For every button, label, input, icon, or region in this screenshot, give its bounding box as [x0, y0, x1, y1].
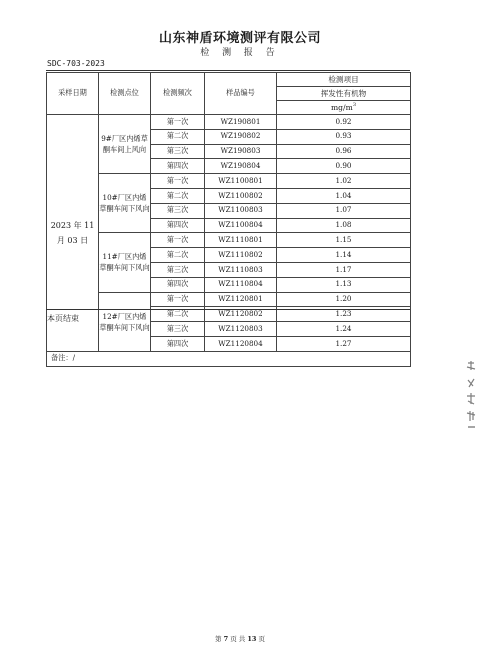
- value-cell: 0.92: [277, 115, 411, 130]
- page-suffix: 页: [258, 635, 265, 643]
- sample-number-cell: WZ1120802: [205, 307, 277, 322]
- value-cell: 1.13: [277, 277, 411, 292]
- value-cell: 0.96: [277, 144, 411, 159]
- sampling-location: 12#厂区内烯草酮车间下风向: [99, 292, 151, 351]
- sample-number-cell: WZ1120803: [205, 322, 277, 337]
- value-cell: 1.17: [277, 262, 411, 277]
- remark-cell: 备注：/: [47, 351, 411, 366]
- frequency-cell: 第二次: [151, 129, 205, 144]
- frequency-cell: 第四次: [151, 336, 205, 351]
- seal-strokes-icon: [464, 360, 478, 430]
- frequency-cell: 第二次: [151, 307, 205, 322]
- frequency-cell: 第一次: [151, 115, 205, 130]
- table-row: [47, 174, 411, 189]
- sample-number-cell: WZ1100804: [205, 218, 277, 233]
- table-row: [47, 233, 411, 248]
- value-cell: 1.15: [277, 233, 411, 248]
- page-prefix: 第: [215, 635, 222, 643]
- value-cell: 1.08: [277, 218, 411, 233]
- sample-number-cell: WZ190801: [205, 115, 277, 130]
- header-divider: [46, 70, 410, 71]
- header-sample-no: 样品编号: [205, 73, 277, 115]
- test-results-table: [46, 72, 411, 367]
- frequency-cell: 第三次: [151, 322, 205, 337]
- sample-number-cell: WZ1120801: [205, 292, 277, 307]
- header-unit: [277, 101, 411, 115]
- page-total: 13: [247, 635, 257, 643]
- header-location: 检测点位: [99, 73, 151, 115]
- sample-number-cell: WZ1100803: [205, 203, 277, 218]
- sample-number-cell: WZ190803: [205, 144, 277, 159]
- frequency-cell: 第二次: [151, 248, 205, 263]
- value-cell: 0.90: [277, 159, 411, 174]
- remark-row: [47, 351, 411, 366]
- sample-number-cell: WZ1100801: [205, 174, 277, 189]
- value-cell: 0.93: [277, 129, 411, 144]
- value-cell: 1.07: [277, 203, 411, 218]
- sample-number-cell: WZ1110802: [205, 248, 277, 263]
- end-of-page-note: 本页结束: [47, 314, 79, 323]
- value-cell: 1.20: [277, 292, 411, 307]
- sample-number-cell: WZ1120804: [205, 336, 277, 351]
- sample-number-cell: WZ190804: [205, 159, 277, 174]
- table-bottom-divider: [46, 309, 410, 310]
- page-mid: 页 共: [230, 635, 246, 643]
- page-current: 7: [223, 635, 229, 643]
- table-row: [47, 115, 411, 130]
- page-number: [0, 634, 480, 643]
- sampling-location: 9#厂区内烯草酮车间上风向: [99, 115, 151, 174]
- sampling-date: 2023 年 11 月 03 日: [47, 115, 99, 352]
- unit-superscript: 3: [352, 101, 356, 108]
- frequency-cell: 第四次: [151, 159, 205, 174]
- frequency-cell: 第三次: [151, 144, 205, 159]
- table-row: [47, 292, 411, 307]
- margin-seal-stamp: [464, 360, 478, 436]
- sampling-location: 11#厂区内烯草酮车间下风向: [99, 233, 151, 292]
- sampling-location: 10#厂区内烯草酮车间下风向: [99, 174, 151, 233]
- frequency-cell: 第三次: [151, 203, 205, 218]
- frequency-cell: 第一次: [151, 174, 205, 189]
- header-date: 采样日期: [47, 73, 99, 115]
- value-cell: 1.04: [277, 188, 411, 203]
- document-number: SDC-703-2023: [47, 59, 105, 68]
- value-cell: 1.23: [277, 307, 411, 322]
- frequency-cell: 第一次: [151, 292, 205, 307]
- header-frequency: 检测频次: [151, 73, 205, 115]
- sample-number-cell: WZ1100802: [205, 188, 277, 203]
- company-name: 山东神盾环境测评有限公司: [158, 31, 321, 46]
- frequency-cell: 第三次: [151, 262, 205, 277]
- unit-text: mg/m: [330, 102, 353, 112]
- sample-number-cell: WZ190802: [205, 129, 277, 144]
- value-cell: 1.24: [277, 322, 411, 337]
- sample-number-cell: WZ1110803: [205, 262, 277, 277]
- report-title: 检 测 报 告: [200, 48, 280, 58]
- value-cell: 1.02: [277, 174, 411, 189]
- frequency-cell: 第一次: [151, 233, 205, 248]
- value-cell: 1.27: [277, 336, 411, 351]
- value-cell: 1.14: [277, 248, 411, 263]
- frequency-cell: 第四次: [151, 218, 205, 233]
- header-item-title: 检测项目: [277, 73, 411, 87]
- frequency-cell: 第二次: [151, 188, 205, 203]
- sample-number-cell: WZ1110804: [205, 277, 277, 292]
- frequency-cell: 第四次: [151, 277, 205, 292]
- header-item-name: 挥发性有机物: [277, 87, 411, 101]
- sample-number-cell: WZ1110801: [205, 233, 277, 248]
